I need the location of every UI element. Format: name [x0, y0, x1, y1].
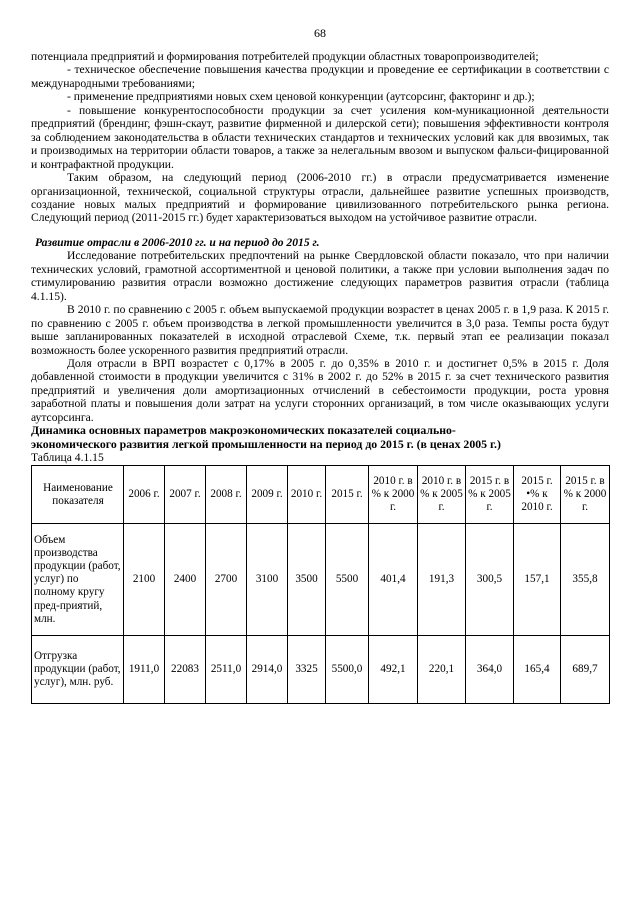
row-label: Объем производства продукции (работ, услуг) по полному кругу пред-приятий, млн. [32, 524, 124, 636]
paragraph: потенциала предприятий и формирования потребителей продукции областных товаропроизводителей; [31, 50, 539, 63]
table-row [32, 524, 610, 636]
table-cell: 401,4 [369, 524, 418, 636]
table-cell: 689,7 [561, 636, 610, 704]
header-cell: 2015 г. [326, 466, 369, 524]
paragraph: - применение предприятиями новых схем ценовой конкуренции (аутсорсинг, факторинг и др.); [67, 90, 535, 104]
table-cell: 2400 [165, 524, 206, 636]
table-cell: 22083 [165, 636, 206, 704]
page-number: 68 [314, 26, 326, 40]
table-cell: 2914,0 [247, 636, 288, 704]
table-caption-line: экономического развития легкой промышленности на период до 2015 г. (в ценах 2005 г.) [31, 436, 501, 451]
table-cell: 157,1 [514, 524, 561, 636]
table-cell: 2100 [124, 524, 165, 636]
header-cell: 2007 г. [165, 466, 206, 524]
table-cell: 364,0 [466, 636, 514, 704]
table-cell: 5500 [326, 524, 369, 636]
table-row [32, 636, 610, 704]
data-table [31, 465, 610, 704]
header-cell: Наименование показателя [32, 466, 124, 524]
header-cell: 2015 г. в % к 2005 г. [466, 466, 514, 524]
paragraph: Таким образом, на следующий период (2006-2010 гг.) в отрасли предусматривается изменение организационной, технической, социальной структуры отрасли, дальнейшее развитие успешных производств, создание новых малых предприятий и формирование цивилизованного потребительского рынка региона. Следующий период (2011-2015 гг.) будет характеризоваться выходом на устойчивое развитие отрасли. [31, 171, 609, 225]
table-cell: 492,1 [369, 636, 418, 704]
paragraph: - техническое обеспечение повышения качества продукции и проведение ее сертификации в соответствии с международными требованиями; [31, 63, 609, 90]
paragraph: - повышение конкурентоспособности продукции за счет усиления ком-муникационной деятельности предприятий (брендинг, фэшн-скаут, развитие фирменной и дилерской сети); повышения эффективности контроля за соблюдением законодательства в области технических стандартов и технических условий как для ввозимых, так и производимых на территории области товаров, а также за нелегальным ввозом и выпуском фальси-фицированной и контрафактной продукции. [31, 103, 609, 171]
table-header-row [32, 466, 610, 524]
table-cell: 3100 [247, 524, 288, 636]
table-cell: 220,1 [418, 636, 466, 704]
table-cell: 1911,0 [124, 636, 165, 704]
paragraph: Доля отрасли в ВРП возрастет с 0,17% в 2005 г. до 0,35% в 2010 г. и достигнет 0,5% в 2015 г. Доля добавленной стоимости в продукции увеличится с 31% в 2002 г. до 52% в 2015 г. за счет технического развития предприятий и увеличения доли амортизационных отчислений в себестоимости продукции, роста уровня заработной платы и повышения доли затрат на услуги сторонних организаций, в том числе оказывающих услуги аутсорсинга. [31, 356, 609, 424]
paragraph: Исследование потребительских предпочтений на рынке Свердловской области показало, что при наличии технических условий, грамотной ассортиментной и ценовой политики, а также при условии выполнения задач по стимулированию развития отрасли возможно достижение следующих параметров развития отрасли (таблица 4.1.15). [31, 249, 609, 303]
header-cell: 2010 г. [288, 466, 326, 524]
row-label: Отгрузка продукции (работ, услуг), млн. руб. [32, 636, 124, 704]
table-cell: 165,4 [514, 636, 561, 704]
section-heading: Развитие отрасли в 2006-2010 гг. и на период до 2015 г. [35, 235, 320, 249]
table-cell: 355,8 [561, 524, 610, 636]
table-caption-line: Динамика основных параметров макроэкономических показателей социально- [31, 423, 456, 438]
header-cell: 2015 г. •% к 2010 г. [514, 466, 561, 524]
header-cell: 2010 г. в % к 2000 г. [369, 466, 418, 524]
table-cell: 2700 [206, 524, 247, 636]
table-cell: 2511,0 [206, 636, 247, 704]
table-cell: 3500 [288, 524, 326, 636]
header-cell: 2006 г. [124, 466, 165, 524]
header-cell: 2010 г. в % к 2005 г. [418, 466, 466, 524]
table-label: Таблица 4.1.15 [31, 451, 104, 465]
page-body [31, 50, 609, 704]
table-cell: 3325 [288, 636, 326, 704]
table-cell: 300,5 [466, 524, 514, 636]
table-caption [31, 424, 609, 451]
table-cell: 191,3 [418, 524, 466, 636]
header-cell: 2015 г. в % к 2000 г. [561, 466, 610, 524]
table-cell: 5500,0 [326, 636, 369, 704]
header-cell: 2008 г. [206, 466, 247, 524]
header-cell: 2009 г. [247, 466, 288, 524]
paragraph: В 2010 г. по сравнению с 2005 г. объем выпускаемой продукции возрастет в ценах 2005 г. в 1,9 раза. К 2015 г. по сравнению с 2005 г. объем производства в легкой промышленности увеличится в 3,0 раза. Темпы роста будут выше запланированных показателей в исходной отраслевой Схеме, т.к. первый этап ее реализации показал возможность более ускоренного развития предприятий отрасли. [31, 303, 609, 357]
